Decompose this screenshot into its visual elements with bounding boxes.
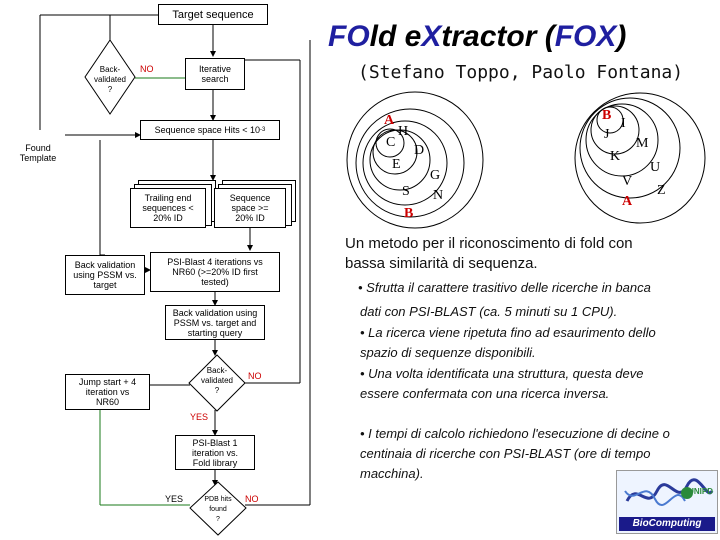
logo-sub-text: UNIPD bbox=[688, 487, 713, 496]
jump-start-box: Jump start + 4 iteration vs NR60 bbox=[65, 374, 150, 410]
venn-diagram-right bbox=[560, 90, 710, 230]
venn-right-a: A bbox=[622, 194, 633, 209]
intro-text: Un metodo per il riconoscimento di fold con bassa similarità di sequenza. bbox=[345, 235, 633, 272]
back-validation-pssm-start-box: Back validation using PSSM vs. target and starting query bbox=[165, 305, 265, 340]
bullet-transitive-cont: dati con PSI-BLAST (ca. 5 minuti su 1 CPU). bbox=[360, 304, 618, 319]
psi-blast-4-box: PSI-Blast 4 iterations vs NR60 (>=20% ID first tested) bbox=[150, 252, 280, 292]
no-label-1: NO bbox=[140, 64, 154, 74]
venn-right-i: I bbox=[621, 116, 626, 131]
sequence-space-text: Sequence space Hits < 10 bbox=[154, 125, 260, 135]
bullet-repeat: • La ricerca viene ripetuta fino ad esaurimento dello spazio di sequenze disponibili. bbox=[360, 325, 656, 360]
venn-left-s: S bbox=[402, 184, 410, 199]
sequence-space-ge-box: Sequence space >= 20% ID bbox=[214, 188, 286, 228]
back-validated-decision-2: Back- validated ? bbox=[200, 366, 234, 395]
venn-left-g: G bbox=[430, 168, 441, 183]
biocomputing-logo bbox=[616, 470, 718, 534]
back-validation-pssm-box: Back validation using PSSM vs. target bbox=[65, 255, 145, 295]
found-template-label: Found Template bbox=[19, 143, 57, 163]
title-part-tractor: tractor ( bbox=[441, 20, 555, 53]
bullet-transitive: • Sfrutta il carattere trasitivo delle ricerche in banca bbox=[358, 280, 651, 295]
title-part-close: ) bbox=[616, 20, 627, 53]
venn-right-b: B bbox=[602, 108, 612, 123]
back-validated-decision-1: Back- validated ? bbox=[93, 65, 127, 94]
venn-right-v: V bbox=[622, 174, 633, 189]
venn-left-n: N bbox=[433, 188, 444, 203]
title-part-ld: ld e bbox=[369, 20, 422, 53]
venn-right-k: K bbox=[610, 149, 621, 164]
venn-left-c: C bbox=[386, 135, 396, 150]
yes-label-2: YES bbox=[165, 494, 184, 504]
target-sequence-box: Target sequence bbox=[158, 4, 268, 25]
venn-right-m: M bbox=[636, 136, 649, 151]
psi-blast-1-box: PSI-Blast 1 iteration vs. Fold library bbox=[175, 435, 255, 470]
venn-right-z: Z bbox=[657, 183, 666, 198]
venn-left-h: H bbox=[398, 124, 409, 139]
bullet-compute-time: • I tempi di calcolo richiedono l'esecuzione di decine o centinaia di ricerche con PSI-BLAST (ore di tempo macchina). bbox=[360, 426, 670, 481]
yes-label-1: YES bbox=[190, 412, 209, 422]
page-title bbox=[328, 20, 626, 54]
title-part-fox: FOX bbox=[554, 20, 617, 53]
pdb-hits-decision: PDB hits found ? bbox=[204, 496, 232, 523]
bullet-verify: • Una volta identificata una struttura, questa deve essere confermata con una ricerca inversa. bbox=[360, 366, 644, 401]
sequence-space-box bbox=[140, 120, 280, 140]
venn-right-j: J bbox=[604, 127, 610, 142]
iterative-search-box: Iterative search bbox=[185, 58, 245, 90]
no-label-2: NO bbox=[248, 371, 262, 381]
logo-text: BioComputing bbox=[619, 517, 715, 531]
venn-left-b: B bbox=[404, 206, 414, 221]
title-part-fo: FO bbox=[328, 20, 370, 53]
venn-left-d: D bbox=[414, 143, 425, 158]
no-label-3: NO bbox=[245, 494, 259, 504]
sequence-space-exponent: -3 bbox=[259, 127, 266, 133]
venn-left-a: A bbox=[384, 113, 395, 128]
authors: (Stefano Toppo, Paolo Fontana) bbox=[358, 62, 684, 83]
trailing-end-box: Trailing end sequences < 20% ID bbox=[130, 188, 206, 228]
title-part-x: X bbox=[421, 20, 442, 53]
venn-diagram-left bbox=[340, 88, 490, 233]
venn-right-u: U bbox=[650, 160, 661, 175]
venn-left-e: E bbox=[392, 157, 401, 172]
